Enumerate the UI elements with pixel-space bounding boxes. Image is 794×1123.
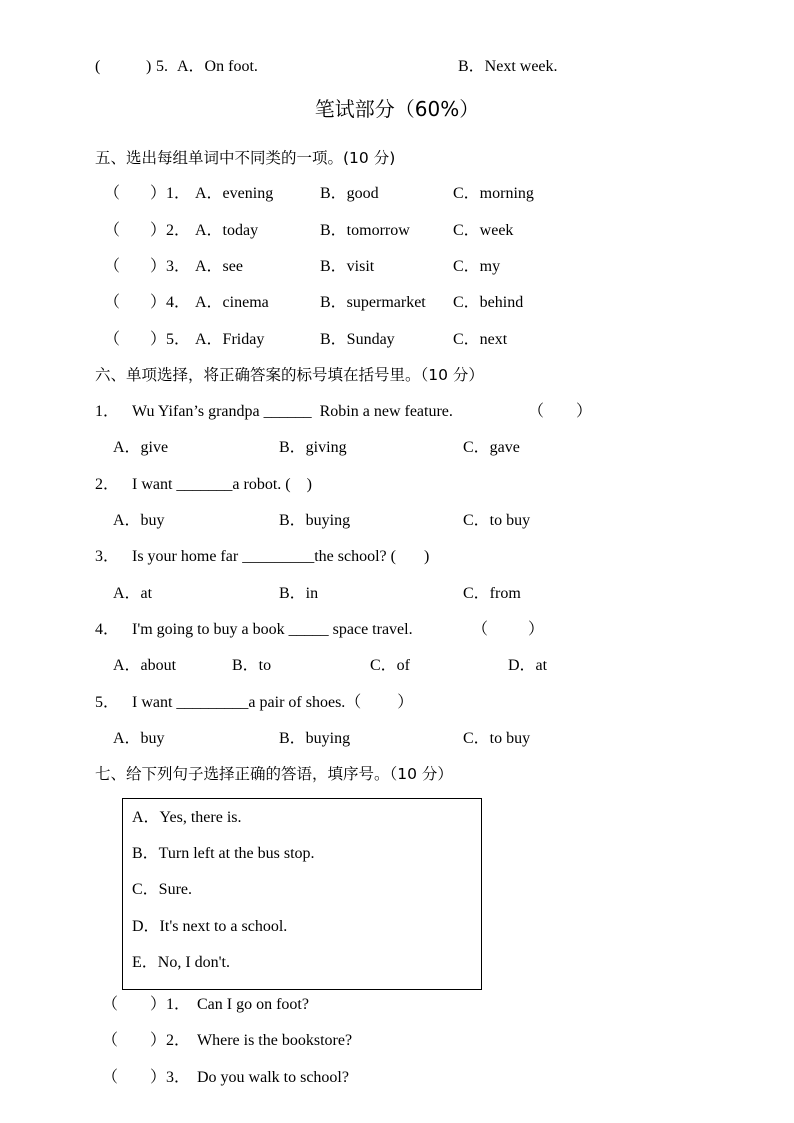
- question-text: Is your home far _________the school? ( ): [132, 548, 430, 565]
- option-b: B．buying: [279, 512, 351, 529]
- answer-paren: （ ）: [472, 621, 545, 638]
- question-text: Wu Yifan’s grandpa ______ Robin a new feature.: [132, 403, 453, 420]
- question-number: ）1．: [150, 185, 191, 202]
- option-a: A．give: [113, 439, 169, 456]
- option-c: C．from: [463, 585, 521, 602]
- question-number: ）4．: [150, 294, 191, 311]
- option-a: A．evening: [195, 185, 274, 202]
- question-number: ）3．: [150, 258, 191, 275]
- question-text: Where is the bookstore?: [197, 1032, 353, 1049]
- question-number: 5．: [95, 694, 120, 711]
- question-number: ）1．: [150, 996, 191, 1013]
- option-c: C．to buy: [463, 730, 531, 747]
- option-a: A．buy: [113, 730, 165, 747]
- option-b: B．Next week.: [458, 58, 558, 75]
- option-c: C．to buy: [463, 512, 531, 529]
- question-number: 1．: [95, 403, 120, 420]
- option-c: C．morning: [453, 185, 534, 202]
- option-b: B．in: [279, 585, 319, 602]
- option-c: C．next: [453, 331, 508, 348]
- answer-paren-open: （: [104, 258, 121, 275]
- answer-options-box: [122, 798, 482, 990]
- answer-paren: （ ）: [528, 403, 593, 420]
- option-b: B．tomorrow: [320, 222, 410, 239]
- answer-option-c: C．Sure.: [132, 881, 193, 898]
- answer-option-d: D．It's next to a school.: [132, 918, 288, 935]
- option-c: C．gave: [463, 439, 520, 456]
- question-number: 2．: [95, 476, 120, 493]
- option-a: A．Friday: [195, 331, 265, 348]
- answer-option-e: E．No, I don't.: [132, 954, 230, 971]
- option-b: B．buying: [279, 730, 351, 747]
- section-7-heading: 七、给下列句子选择正确的答语，填序号。（10 分）: [95, 765, 453, 783]
- option-c: C．behind: [453, 294, 524, 311]
- answer-paren-open: （: [104, 331, 121, 348]
- question-text: I want _______a robot. ( ): [132, 476, 312, 493]
- question-number: 4．: [95, 621, 120, 638]
- question-number: ）2．: [150, 222, 191, 239]
- section-6-heading: 六、单项选择，将正确答案的标号填在括号里。（10 分）: [95, 366, 484, 384]
- question-text: Do you walk to school?: [197, 1069, 349, 1086]
- option-c: C．my: [453, 258, 501, 275]
- option-b: B．Sunday: [320, 331, 395, 348]
- answer-paren-open: （: [104, 222, 121, 239]
- option-b: B．supermarket: [320, 294, 426, 311]
- section-5-heading: 五、选出每组单词中不同类的一项。(10 分): [95, 149, 396, 167]
- question-number: 3．: [95, 548, 120, 565]
- option-a: A．at: [113, 585, 153, 602]
- answer-paren-open: （: [102, 1032, 119, 1049]
- option-b: B．visit: [320, 258, 375, 275]
- option-b: B．giving: [279, 439, 347, 456]
- answer-option-b: B．Turn left at the bus stop.: [132, 845, 315, 862]
- answer-paren-open: （: [102, 996, 119, 1013]
- question-text: Can I go on foot?: [197, 996, 309, 1013]
- option-a: A．cinema: [195, 294, 269, 311]
- question-text: I'm going to buy a book _____ space travel.: [132, 621, 413, 638]
- option-b: B．good: [320, 185, 379, 202]
- option-d: D．at: [508, 657, 548, 674]
- option-c: C．of: [370, 657, 411, 674]
- option-a: A．buy: [113, 512, 165, 529]
- question-number: ）3．: [150, 1069, 191, 1086]
- option-a: A．On foot.: [177, 58, 258, 75]
- answer-paren-open: （: [104, 294, 121, 311]
- question-number: 5.: [156, 58, 168, 75]
- answer-paren-open: （: [102, 1069, 119, 1086]
- option-a: A．about: [113, 657, 177, 674]
- option-c: C．week: [453, 222, 514, 239]
- answer-paren-open: （: [104, 185, 121, 202]
- page-title: 笔试部分（60%）: [314, 97, 480, 121]
- answer-paren-open: (: [95, 58, 101, 75]
- answer-paren-close: ): [146, 58, 152, 75]
- option-a: A．today: [195, 222, 259, 239]
- question-number: ）2．: [150, 1032, 191, 1049]
- answer-option-a: A．Yes, there is.: [132, 809, 242, 826]
- question-number: ）5．: [150, 331, 191, 348]
- option-a: A．see: [195, 258, 243, 275]
- question-text: I want _________a pair of shoes.（ ）: [132, 694, 414, 711]
- option-b: B．to: [232, 657, 272, 674]
